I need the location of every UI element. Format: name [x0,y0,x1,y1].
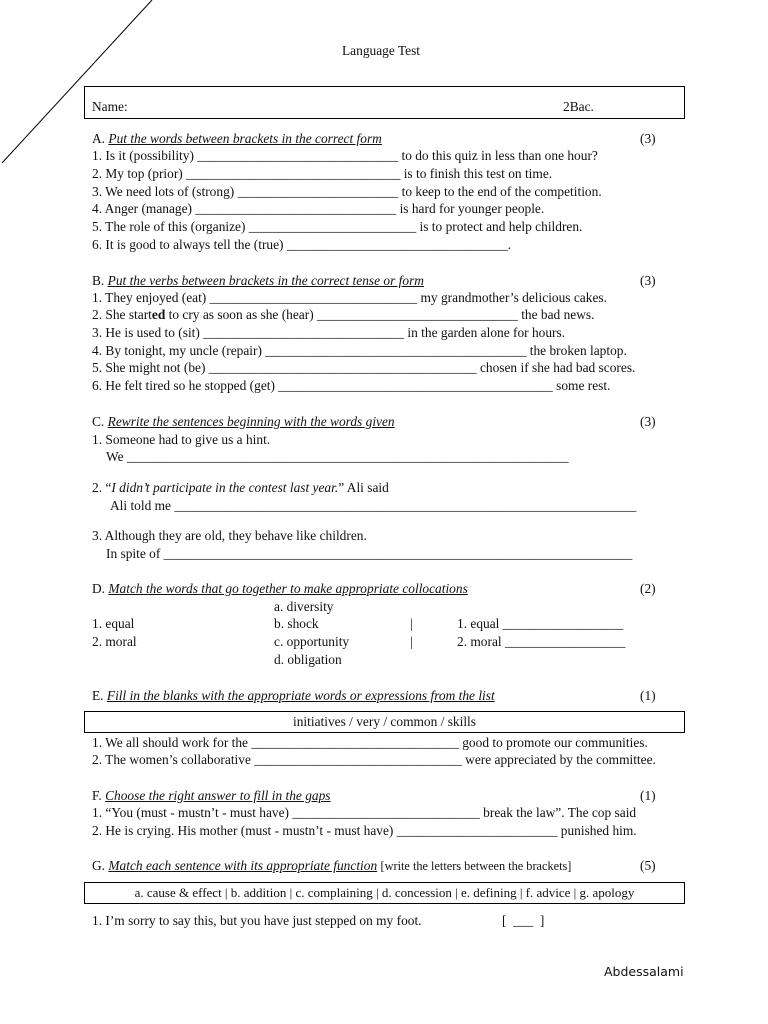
exercise-item: 5. The role of this (organize) _________________________ is to protect and help children. [92,219,583,234]
exercise-item: 5. She might not (be) ________________________________________ chosen if she had bad scores. [92,360,636,375]
section-instruction: Rewrite the sentences beginning with the words given [107,414,395,429]
column-separator: | [410,634,413,649]
section-b-heading [92,272,424,289]
rewrite-answer-line: In spite of ______________________________________________________________________ [106,546,633,561]
section-a-heading [92,130,382,147]
section-instruction: Match the words that go together to make appropriate collocations [108,581,468,596]
rewrite-answer-line: Ali told me _____________________________________________________________________ [110,498,637,513]
section-letter: D. [92,581,106,596]
section-instruction: Put the verbs between brackets in the correct tense or form [107,273,424,288]
functions-box: a. cause & effect | b. addition | c. complaining | d. concession | e. defining | f. advice | g. apology [84,882,685,904]
column-separator: | [410,616,413,631]
exercise-item: 1. “You (must - mustn’t - must have) ____________________________ break the law”. The cop said [92,805,637,820]
exercise-item: 2. My top (prior) ________________________________ is to finish this test on time. [92,166,553,181]
exercise-item: 4. Anger (manage) ______________________________ is hard for younger people. [92,201,545,216]
section-instruction: Put the words between brackets in the correct form [108,131,382,146]
section-f-heading [92,787,331,804]
section-letter: G. [92,858,106,873]
exercise-item: 3. We need lots of (strong) ________________________ to keep to the end of the competition. [92,184,602,199]
section-letter: A. [92,131,106,146]
collocation-option: c. opportunity [274,634,350,649]
section-g-heading [92,857,571,875]
exercise-item: 2. The women’s collaborative _______________________________ were appreciated by the committee. [92,752,656,767]
exercise-item: 1. They enjoyed (eat) _______________________________ my grandmother’s delicious cakes. [92,290,607,305]
rewrite-question: 3. Although they are old, they behave like children. [92,528,367,543]
section-e-heading [92,687,495,704]
section-points: (3) [640,414,656,429]
section-points: (2) [640,581,656,596]
rewrite-question: 2. “I didn’t participate in the contest last year.” Ali said [92,480,389,495]
name-label: Name: [92,99,128,114]
section-instruction: Fill in the blanks with the appropriate words or expressions from the list [106,688,495,703]
collocation-option: a. diversity [274,599,334,614]
section-instruction: Choose the right answer to fill in the gaps [105,788,331,803]
exercise-item: 6. It is good to always tell the (true) _________________________________. [92,237,512,252]
collocation-word: 2. moral [92,634,137,649]
exercise-item: 1. Is it (possibility) ______________________________ to do this quiz in less than one hour? [92,148,598,163]
section-points: (1) [640,688,656,703]
author-name: Abdessalami [604,964,684,979]
exercise-item: 1. We all should work for the _______________________________ good to promote our communities. [92,735,648,750]
collocation-option: b. shock [274,616,319,631]
exercise-item: 3. He is used to (sit) ______________________________ in the garden alone for hours. [92,325,566,340]
exercise-item: 4. By tonight, my uncle (repair) _______________________________________ the broken laptop. [92,343,627,358]
section-letter: B. [92,273,105,288]
exercise-item: 2. She started to cry as soon as she (hear) ______________________________ the bad news. [92,307,595,322]
page-title: Language Test [342,43,421,58]
collocation-option: d. obligation [274,652,342,667]
collocation-word: 1. equal [92,616,135,631]
rewrite-question: 1. Someone had to give us a hint. [92,432,271,447]
section-points: (5) [640,858,656,873]
section-instruction: Match each sentence with its appropriate function [108,858,378,873]
section-points: (3) [640,273,656,288]
class-label: 2Bac. [563,99,594,114]
section-points: (3) [640,131,656,146]
section-d-heading [92,580,468,597]
name-box [84,86,685,119]
exercise-item: 2. He is crying. His mother (must - mustn’t - must have) ________________________ punished him. [92,823,637,838]
answer-bracket: [ ___ ] [502,913,545,928]
section-letter: E. [92,688,104,703]
exercise-item: 1. I’m sorry to say this, but you have just stepped on my foot. [92,913,422,928]
section-c-heading [92,413,395,430]
section-note: [write the letters between the brackets] [380,859,572,873]
section-points: (1) [640,788,656,803]
section-letter: F. [92,788,102,803]
exercise-item: 6. He felt tired so he stopped (get) _________________________________________ some rest. [92,378,611,393]
word-list-box: initiatives / very / common / skills [84,711,685,733]
rewrite-answer-line: We __________________________________________________________________ [106,449,569,464]
collocation-answer-line: 1. equal __________________ [457,616,624,631]
collocation-answer-line: 2. moral __________________ [457,634,626,649]
section-letter: C. [92,414,105,429]
